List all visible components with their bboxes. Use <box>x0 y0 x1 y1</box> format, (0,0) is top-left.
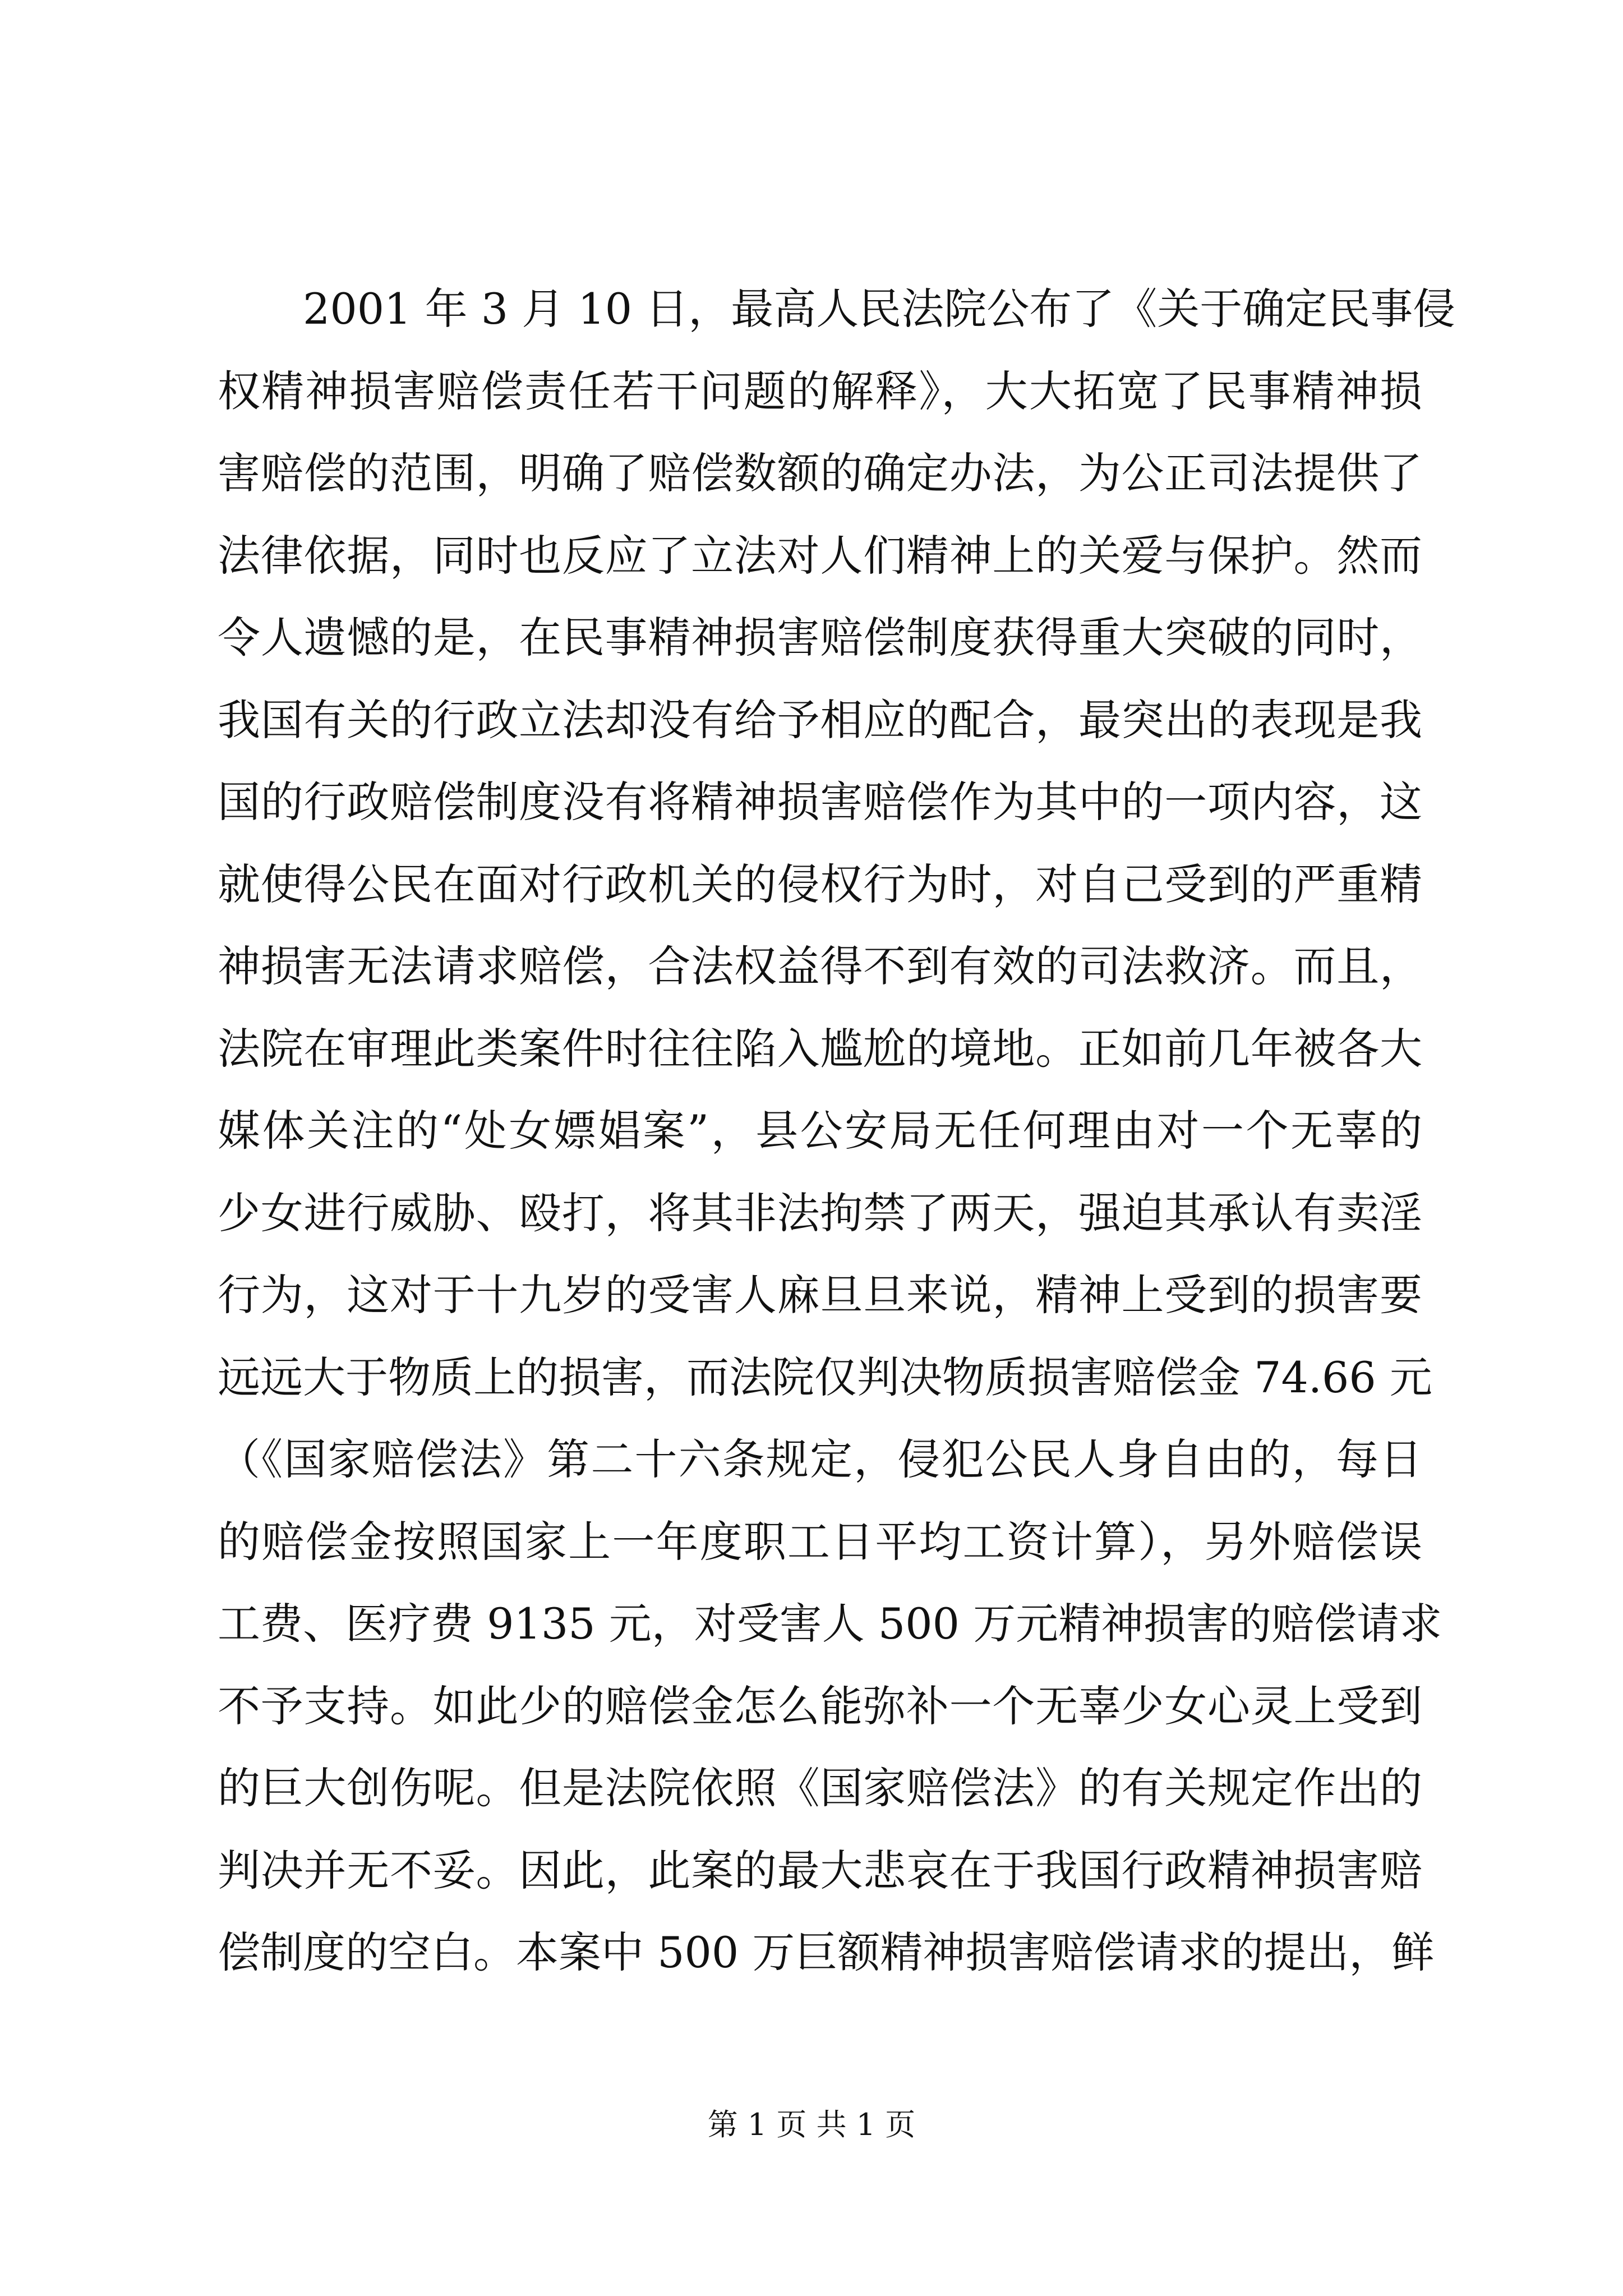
paragraph-line: 的赔偿金按照国家上一年度职工日平均工资计算），另外赔偿误 <box>218 1516 1422 1567</box>
paragraph-line: 偿制度的空白。本案中 500 万巨额精神损害赔偿请求的提出，鲜 <box>218 1927 1435 1977</box>
paragraph-line: 就使得公民在面对行政机关的侵权行为时，对自己受到的严重精 <box>218 859 1422 909</box>
paragraph-line: 判决并无不妥。因此，此案的最大悲哀在于我国行政精神损害赔 <box>218 1845 1422 1895</box>
paragraph-line: 法律依据，同时也反应了立法对人们精神上的关爱与保护。然而 <box>218 530 1422 581</box>
paragraph-line: 我国有关的行政立法却没有给予相应的配合，最突出的表现是我 <box>218 694 1422 745</box>
paragraph-line: 少女进行威胁、殴打，将其非法拘禁了两天，强迫其承认有卖淫 <box>218 1188 1422 1238</box>
paragraph-line: 害赔偿的范围，明确了赔偿数额的确定办法，为公正司法提供了 <box>218 448 1422 498</box>
paragraph-line: 法院在审理此类案件时往往陷入尴尬的境地。正如前几年被各大 <box>218 1023 1422 1074</box>
paragraph-line: 工费、医疗费 9135 元，对受害人 500 万元精神损害的赔偿请求 <box>218 1599 1442 1649</box>
page-footer: 第 1 页 共 1 页 <box>707 2107 916 2142</box>
paragraph-line: 令人遗憾的是，在民事精神损害赔偿制度获得重大突破的同时， <box>218 613 1422 662</box>
paragraph-line: 权精神损害赔偿责任若干问题的解释》，大大拓宽了民事精神损 <box>218 366 1422 416</box>
paragraph-line: 国的行政赔偿制度没有将精神损害赔偿作为其中的一项内容，这 <box>218 777 1422 827</box>
paragraph-line: 神损害无法请求赔偿，合法权益得不到有效的司法救济。而且， <box>218 941 1422 991</box>
paragraph-line: （《国家赔偿法》第二十六条规定，侵犯公民人身自由的，每日 <box>218 1434 1422 1484</box>
paragraph-line: 2001 年 3 月 10 日，最高人民法院公布了《关于确定民事侵 <box>303 284 1456 334</box>
paragraph-line: 远远大于物质上的损害，而法院仅判决物质损害赔偿金 74.66 元 <box>218 1352 1432 1402</box>
paragraph-line: 的巨大创伤呢。但是法院依照《国家赔偿法》的有关规定作出的 <box>218 1763 1422 1813</box>
paragraph-line: 媒体关注的“处女嫖娼案”，县公安局无任何理由对一个无辜的 <box>218 1106 1422 1156</box>
paragraph-line: 行为，这对于十九岁的受害人麻旦旦来说，精神上受到的损害要 <box>218 1270 1422 1320</box>
paragraph-line: 不予支持。如此少的赔偿金怎么能弥补一个无辜少女心灵上受到 <box>218 1681 1422 1731</box>
body-paragraph <box>218 268 1456 1994</box>
